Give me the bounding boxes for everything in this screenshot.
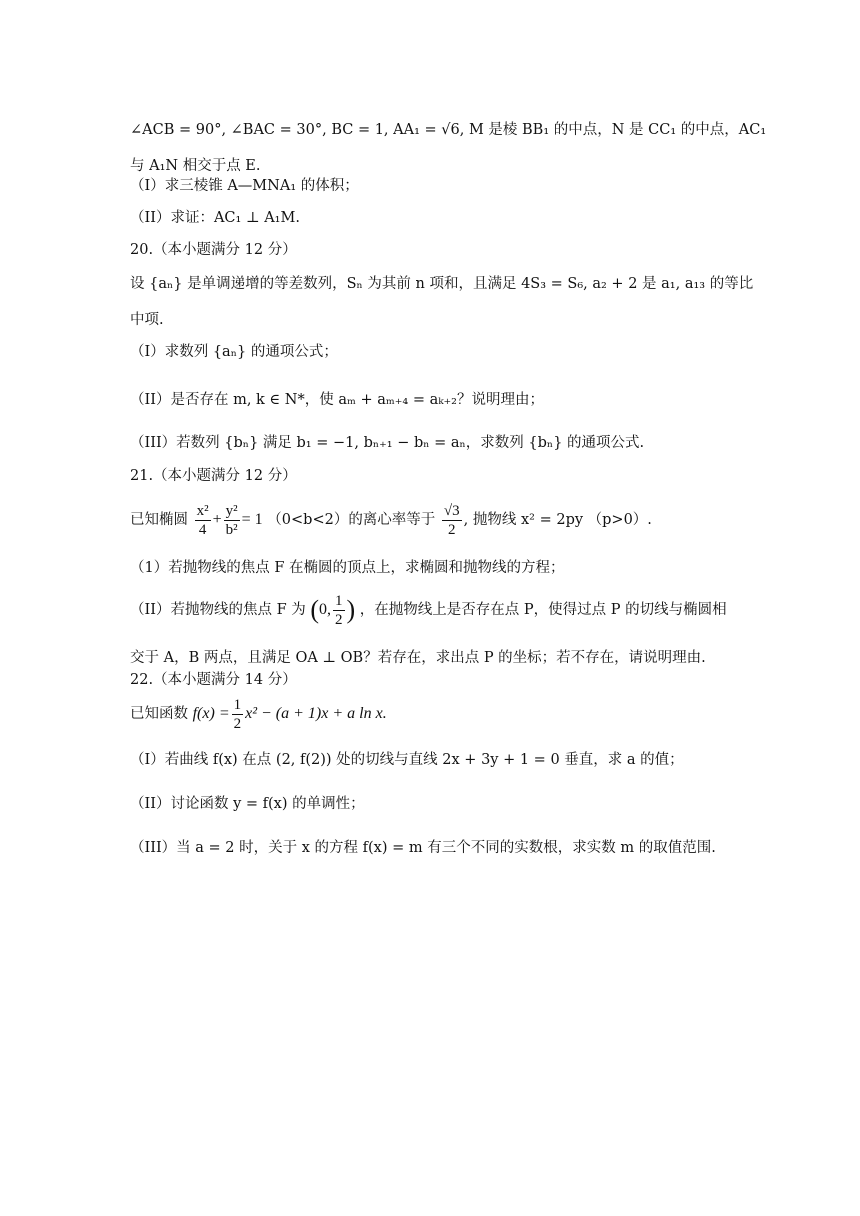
ellipse-rhs: = 1 bbox=[241, 511, 263, 528]
prob19-condition-line: ∠ACB = 90°, ∠BAC = 30°, BC = 1, AA₁ = √6, M 是棱 BB₁ 的中点，N 是 CC₁ 的中点，AC₁ bbox=[130, 122, 767, 138]
prob21-part2-tail: ，在抛物线上是否存在点 P，使得过点 P 的切线与椭圆相 bbox=[359, 602, 727, 618]
focus-lead: 0, bbox=[319, 601, 332, 618]
half-den: 2 bbox=[233, 715, 242, 732]
prob19-condition-cont: 与 A₁N 相交于点 E. bbox=[130, 158, 261, 174]
focus-num: 1 bbox=[335, 592, 343, 609]
prob21-stem-tail: , 抛物线 x² = 2py （p>0）. bbox=[463, 512, 652, 528]
ellipse-x-num: x² bbox=[196, 502, 209, 519]
prob20-part2: （II）是否存在 m, k ∈ N*，使 aₘ + aₘ₊₄ = aₖ₊₂？说明理由； bbox=[130, 392, 544, 408]
ellipse-x-fraction bbox=[195, 502, 211, 539]
prob19-part1: （I）求三棱锥 A—MNA₁ 的体积； bbox=[130, 178, 359, 194]
prob22-part2: （II）讨论函数 y = f(x) 的单调性； bbox=[130, 796, 365, 812]
ellipse-y-den: b² bbox=[225, 521, 238, 538]
prob21-heading: 21.（本小题满分 12 分） bbox=[130, 468, 297, 484]
prob19-part2: （II）求证：AC₁ ⊥ A₁M. bbox=[130, 210, 300, 226]
prob22-part1: （I）若曲线 f(x) 在点 (2, f(2)) 处的切线与直线 2x + 3y + 1 = 0 垂直，求 a 的值； bbox=[130, 752, 684, 768]
ecc-den: 2 bbox=[448, 521, 456, 538]
left-paren: ( bbox=[310, 595, 320, 624]
right-paren: ) bbox=[346, 595, 356, 624]
eccentricity-fraction bbox=[442, 502, 462, 539]
half-fraction bbox=[232, 696, 244, 733]
prob21-stem bbox=[130, 500, 760, 540]
prob22-part3: （III）当 a = 2 时，关于 x 的方程 f(x) = m 有三个不同的实数根，求实数 m 的取值范围. bbox=[130, 840, 716, 856]
prob21-stem-mid: （0<b<2）的离心率等于 bbox=[267, 512, 436, 528]
prob20-part1: （I）求数列 {aₙ} 的通项公式； bbox=[130, 344, 338, 360]
prob22-stem-lead: 已知函数 bbox=[130, 706, 188, 722]
ellipse-y-num: y² bbox=[225, 502, 238, 519]
focus-den: 2 bbox=[335, 611, 343, 628]
ellipse-x-den: 4 bbox=[198, 521, 207, 538]
ellipse-y-fraction bbox=[224, 502, 240, 539]
ecc-num: √3 bbox=[443, 502, 460, 519]
function-lhs: f(x) = bbox=[192, 705, 230, 722]
prob21-part1: （1）若抛物线的焦点 F 在椭圆的顶点上，求椭圆和抛物线的方程； bbox=[130, 560, 565, 576]
prob20-stem-cont: 中项. bbox=[130, 312, 164, 328]
prob21-part2-lead: （II）若抛物线的焦点 F 为 bbox=[130, 602, 306, 618]
prob22-heading: 22.（本小题满分 14 分） bbox=[130, 672, 297, 688]
focus-fraction bbox=[333, 592, 345, 629]
function-rhs: x² − (a + 1)x + a ln x. bbox=[245, 705, 387, 722]
prob20-part3: （III）若数列 {bₙ} 满足 b₁ = −1, bₙ₊₁ − bₙ = aₙ，求数列 {bₙ} 的通项公式. bbox=[130, 435, 645, 451]
plus-sign: + bbox=[212, 511, 222, 528]
prob21-part2-cont: 交于 A，B 两点，且满足 OA ⊥ OB？若存在，求出点 P 的坐标；若不存在，请说明理由. bbox=[130, 650, 706, 666]
prob21-stem-lead: 已知椭圆 bbox=[130, 512, 188, 528]
prob20-heading: 20.（本小题满分 12 分） bbox=[130, 242, 297, 258]
prob22-stem bbox=[130, 694, 760, 734]
prob21-part2 bbox=[130, 590, 760, 630]
half-num: 1 bbox=[233, 696, 242, 713]
prob20-stem: 设 {aₙ} 是单调递增的等差数列，Sₙ 为其前 n 项和，且满足 4S₃ = S₆, a₂ + 2 是 a₁, a₁₃ 的等比 bbox=[130, 276, 754, 292]
